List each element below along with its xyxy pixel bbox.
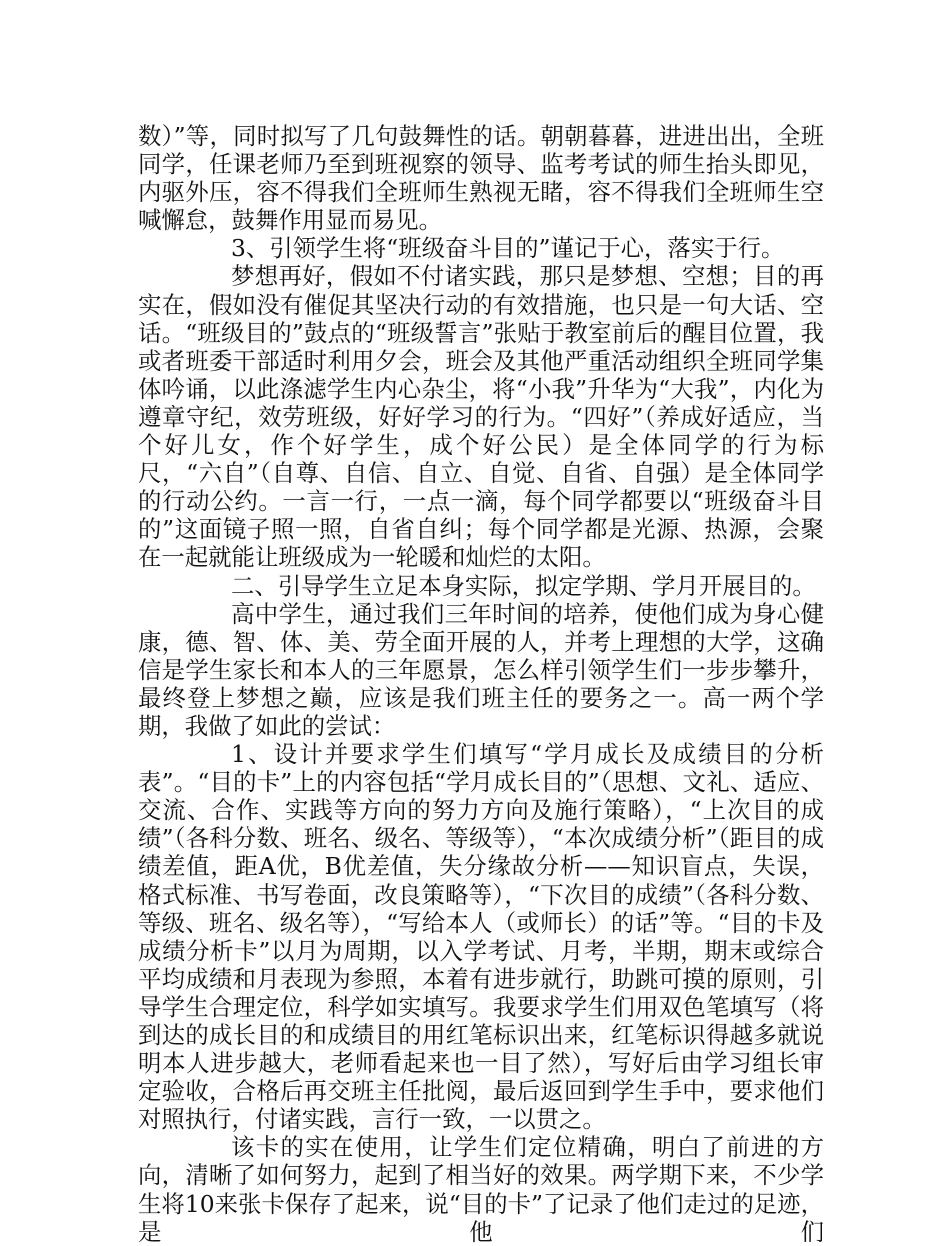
document-page <box>138 122 824 1246</box>
paragraph-card-effect: 该卡的实在使用，让学生们定位精确，明白了前进的方向，清晰了如何努力，起到了相当好的效果。两学期下来，不少学生将10来张卡保存了起来，说“目的卡”了记录了他们走过的足迹，是他们 <box>138 1133 824 1246</box>
paragraph-continuation: 数）”等，同时拟写了几句鼓舞性的话。朝朝暮暮，进进出出，全班同学，任课老师乃至到班视察的领导、监考考试的师生抬头即见，内驱外压，容不得我们全班师生熟视无睹，容不得我们全班师生空喊懈怠，鼓舞作用显而易见。 <box>138 122 824 235</box>
paragraph-class-oath: 梦想再好，假如不付诸实践，那只是梦想、空想；目的再实在，假如没有催促其坚决行动的有效措施，也只是一句大话、空话。“班级目的”鼓点的“班级誓言”张贴于教室前后的醒目位置，我或者班委干部适时利用夕会，班会及其他严重活动组织全班同学集体吟诵，以此涤滤学生内心杂尘，将“小我”升华为“大我”，内化为遵章守纪，效劳班级，好好学习的行为。“四好”（养成好适应，当个好儿女，作个好学生，成个好公民）是全体同学的行为标尺，“六自”（自尊、自信、自立、自觉、自省、自强）是全体同学的行动公约。一言一行，一点一滴，每个同学都要以“班级奋斗目的”这面镜子照一照，自省自纠；每个同学都是光源、热源，会聚在一起就能让班级成为一轮暖和灿烂的太阳。 <box>138 262 824 572</box>
paragraph-goal-card: 1、设计并要求学生们填写“学月成长及成绩目的分析表”。“目的卡”上的内容包括“学月成长目的”（思想、文礼、适应、交流、合作、实践等方向的努力方向及施行策略），“上次目的成绩”（各科分数、班名、级名、等级等），“本次成绩分析”（距目的成绩差值，距A优，B优差值，失分缘故分析——知识盲点，失误，格式标准、书写卷面，改良策略等），“下次目的成绩”（各科分数、等级、班名、级名等），“写给本人（或师长）的话”等。“目的卡及成绩分析卡”以月为周期，以入学考试、月考，半期，期末或综合平均成绩和月表现为参照，本着有进步就行，助跳可摸的原则，引导学生合理定位，科学如实填写。我要求学生们用双色笔填写（将到达的成长目的和成绩目的用红笔标识出来，红笔标识得越多就说明本人进步越大，老师看起来也一目了然），写好后由学习组长审定验收，合格后再交班主任批阅，最后返回到学生手中，要求他们对照执行，付诸实践，言行一致，一以贯之。 <box>138 740 824 1134</box>
section-heading-two: 二、引导学生立足本身实际，拟定学期、学月开展目的。 <box>231 571 816 600</box>
paragraph-high-school-goals: 高中学生，通过我们三年时间的培养，使他们成为身心健康，德、智、体、美、劳全面开展的人，并考上理想的大学，这确信是学生家长和本人的三年愿景，怎么样引领学生们一步步攀升，最终登上梦想之巅，应该是我们班主任的要务之一。高一两个学期，我做了如此的尝试： <box>138 599 824 740</box>
paragraph-item-3-heading: 3、引领学生将“班级奋斗目的”谨记于心，落实于行。 <box>231 234 785 263</box>
